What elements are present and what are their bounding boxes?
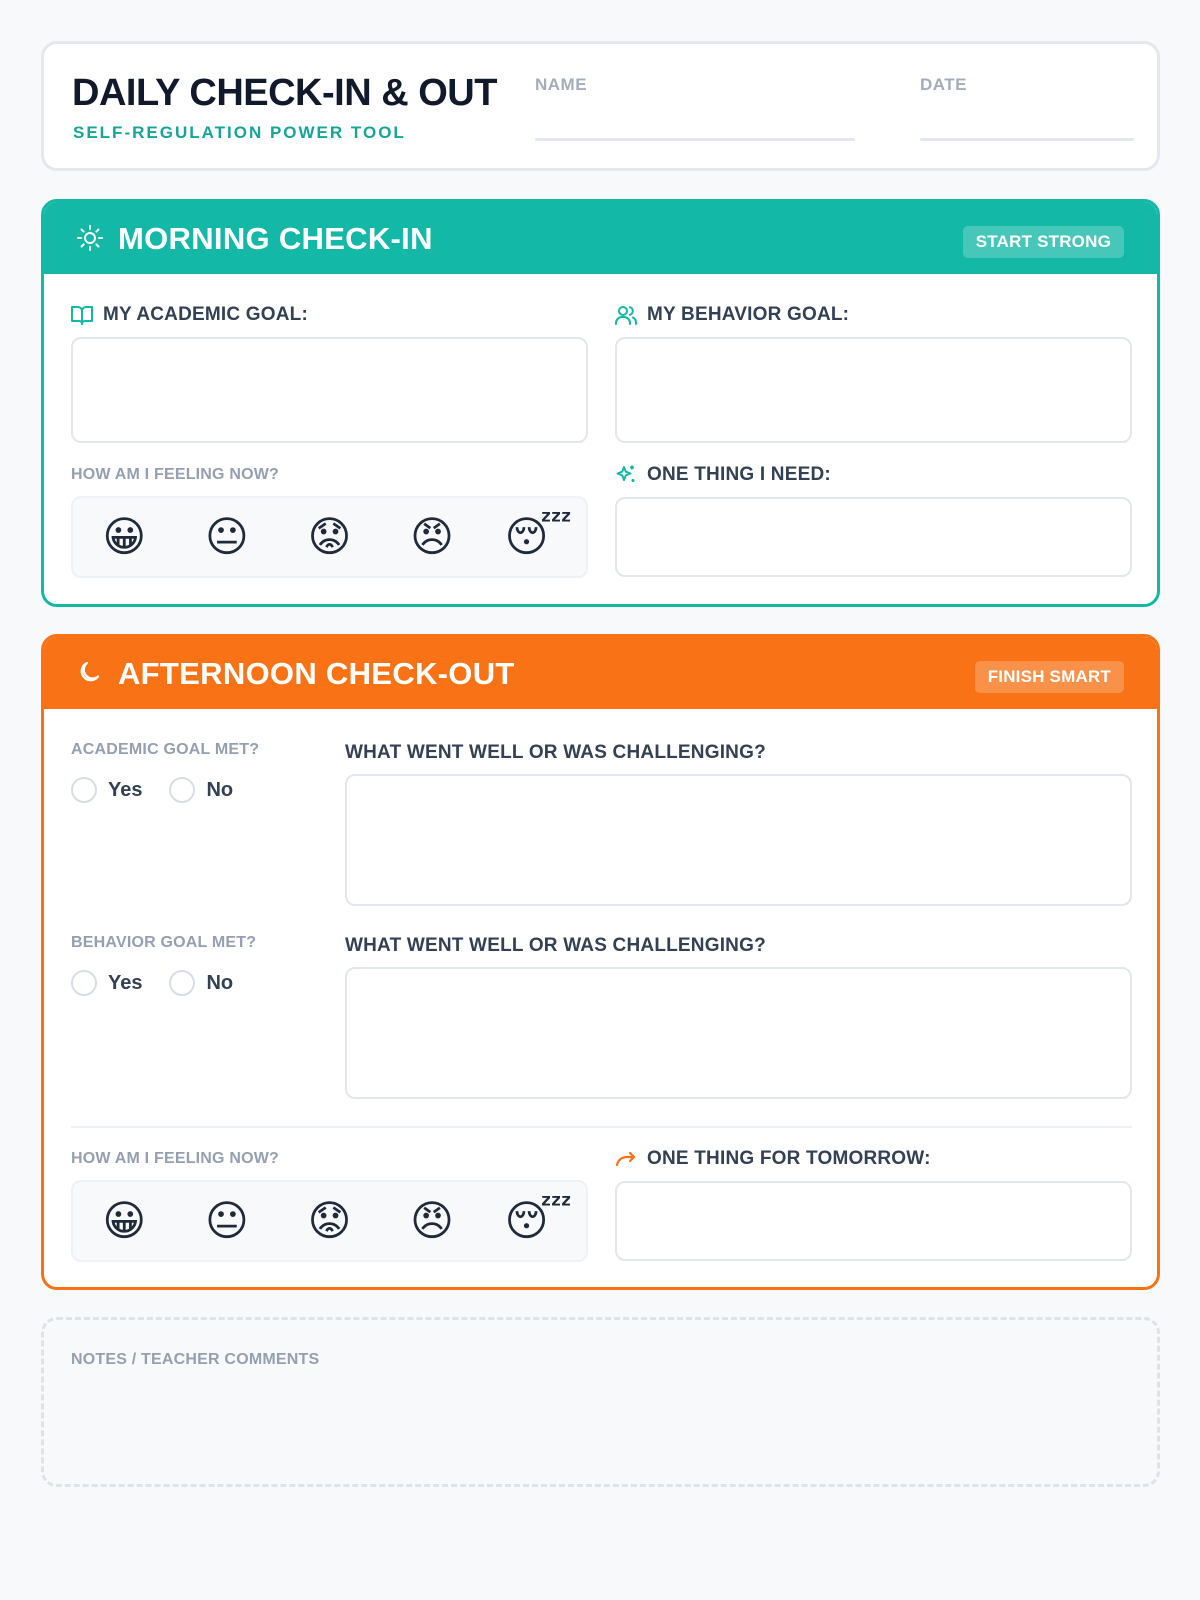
academic-met-yes[interactable]	[71, 777, 142, 803]
academic-met-no[interactable]	[169, 777, 233, 803]
academic-reflection-input[interactable]	[345, 774, 1132, 906]
yes-label: Yes	[108, 971, 143, 994]
behavior-goal-input[interactable]	[615, 337, 1132, 443]
need-label: ONE THING I NEED:	[647, 464, 831, 485]
mood-sleepy-icon[interactable]: 😴	[504, 1197, 573, 1244]
behavior-met-options	[71, 970, 260, 996]
page-subtitle: SELF-REGULATION POWER TOOL	[73, 123, 406, 142]
sparkles-icon	[615, 464, 637, 486]
mood-angry-icon[interactable]: 😠	[410, 513, 454, 560]
name-label: NAME	[535, 75, 588, 94]
users-icon	[615, 305, 637, 325]
radio-yes-icon[interactable]	[71, 777, 97, 803]
mood-angry-icon[interactable]: 😠	[410, 1197, 454, 1244]
start-strong-badge: START STRONG	[963, 226, 1124, 258]
behavior-goal-label: MY BEHAVIOR GOAL:	[647, 304, 850, 325]
mood-neutral-icon[interactable]: 😐	[204, 1197, 249, 1244]
moon-icon	[76, 659, 104, 687]
page-title: DAILY CHECK-IN & OUT	[72, 72, 497, 114]
tomorrow-label: ONE THING FOR TOMORROW:	[647, 1148, 931, 1169]
academic-goal-heading	[71, 304, 308, 326]
morning-feeling-label: HOW AM I FEELING NOW?	[71, 466, 280, 483]
date-label: DATE	[920, 75, 968, 94]
morning-title: MORNING CHECK-IN	[118, 221, 433, 256]
mood-neutral-icon[interactable]: 😐	[204, 513, 249, 560]
mood-worried-icon[interactable]: 😟	[307, 513, 352, 560]
afternoon-mood-selector	[71, 1180, 588, 1262]
afternoon-title: AFTERNOON CHECK-OUT	[118, 656, 515, 691]
no-label: No	[206, 778, 234, 801]
academic-goal-input[interactable]	[71, 337, 588, 443]
reflection-heading-2	[345, 935, 766, 957]
afternoon-header	[44, 637, 1157, 709]
behavior-reflection-input[interactable]	[345, 967, 1132, 1099]
notes-card[interactable]	[41, 1317, 1160, 1487]
tomorrow-input[interactable]	[615, 1181, 1132, 1261]
section-divider	[71, 1126, 1132, 1128]
morning-section	[41, 199, 1160, 607]
no-label: No	[206, 971, 234, 994]
date-field[interactable]	[920, 138, 1134, 141]
book-icon	[71, 305, 93, 325]
afternoon-feeling-label: HOW AM I FEELING NOW?	[71, 1150, 280, 1167]
sun-icon	[76, 224, 104, 252]
mood-happy-icon[interactable]: 😀	[102, 1197, 147, 1244]
academic-met-options	[71, 777, 260, 803]
academic-met-label: ACADEMIC GOAL MET?	[71, 741, 260, 758]
name-field[interactable]	[535, 138, 855, 141]
morning-mood-selector	[71, 496, 588, 578]
reflection-heading-1	[345, 742, 766, 764]
header-card	[41, 41, 1160, 171]
radio-no-icon[interactable]	[169, 970, 195, 996]
mood-worried-icon[interactable]: 😟	[307, 1197, 352, 1244]
notes-label: NOTES / TEACHER COMMENTS	[71, 1351, 320, 1368]
mood-sleepy-icon[interactable]: 😴	[504, 513, 573, 560]
need-heading	[615, 464, 831, 486]
yes-label: Yes	[108, 778, 143, 801]
reflection-label-2: WHAT WENT WELL OR WAS CHALLENGING?	[345, 935, 766, 956]
radio-yes-icon[interactable]	[71, 970, 97, 996]
behavior-met-label: BEHAVIOR GOAL MET?	[71, 934, 257, 951]
behavior-met-yes[interactable]	[71, 970, 142, 996]
reflection-label-1: WHAT WENT WELL OR WAS CHALLENGING?	[345, 742, 766, 763]
redo-arrow-icon	[615, 1151, 637, 1167]
behavior-met-no[interactable]	[169, 970, 233, 996]
radio-no-icon[interactable]	[169, 777, 195, 803]
mood-happy-icon[interactable]: 😀	[102, 513, 147, 560]
need-input[interactable]	[615, 497, 1132, 577]
afternoon-section	[41, 634, 1160, 1290]
tomorrow-heading	[615, 1148, 931, 1170]
morning-header	[44, 202, 1157, 274]
finish-smart-badge: FINISH SMART	[975, 661, 1124, 693]
behavior-goal-heading	[615, 304, 849, 326]
academic-goal-label: MY ACADEMIC GOAL:	[103, 304, 309, 325]
